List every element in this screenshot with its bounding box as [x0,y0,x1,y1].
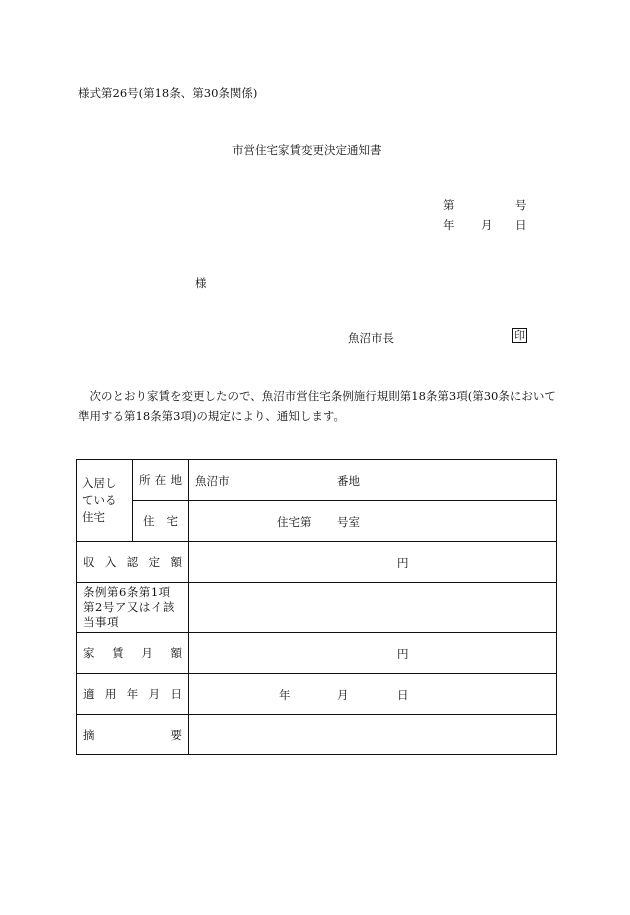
house-number-prefix: 住宅第 [277,515,312,529]
rent-value[interactable] [189,633,557,674]
remarks-value[interactable] [189,715,557,755]
location-banchi: 番地 [337,474,360,488]
location-value[interactable] [189,460,557,501]
date-day: 日 [515,218,527,232]
income-unit: 円 [397,556,409,570]
table-row [77,715,557,755]
addressee-honorific: 様 [195,276,207,290]
rent-unit: 円 [397,647,409,661]
income-label [77,542,189,583]
table-row [77,542,557,583]
table-row [77,501,557,542]
table-row [77,460,557,501]
info-table [76,459,557,755]
issuer-name: 魚沼市長 [348,331,394,345]
table-row [77,583,557,633]
document-title: 市営住宅家賃変更決定通知書 [232,143,382,157]
apply-month: 月 [337,688,349,702]
apply-date-label [77,674,189,715]
article-value[interactable] [189,583,557,633]
rent-label-text: 家 賃 月 額 [83,646,182,660]
location-label-text: 所 在 地 [139,473,182,487]
apply-year: 年 [279,688,291,702]
remarks-label-text: 摘 要 [83,727,182,742]
remarks-label [77,715,189,755]
house-room-suffix: 号室 [337,515,360,529]
house-label [133,501,189,542]
income-value[interactable] [189,542,557,583]
table-row [77,633,557,674]
location-label [133,460,189,501]
rent-label [77,633,189,674]
ref-number-suffix: 号 [515,198,527,212]
ref-number-prefix: 第 [443,198,455,212]
table-row [77,674,557,715]
apply-date-value[interactable] [189,674,557,715]
form-number-label: 様式第26号(第18条、第30条関係) [78,86,258,100]
location-city: 魚沼市 [195,474,230,488]
seal-stamp: 印 [514,329,525,342]
house-value[interactable] [189,501,557,542]
date-year: 年 [443,218,455,232]
notice-body: 次のとおり家賃を変更したので、魚沼市営住宅条例施行規則第18条第3項(第30条において準用する第18条第3項)の規定により、通知します。 [78,389,556,423]
house-label-text: 住 宅 [143,514,178,528]
date-month: 月 [481,218,493,232]
apply-date-label-text: 適 用 年 月 日 [83,687,182,701]
article-label: 条例第6条第1項第2号ア又はイ該当事項 [77,583,189,633]
apply-day: 日 [397,688,409,702]
residence-label: 入居している住宅 [77,460,133,542]
income-label-text: 収 入 認 定 額 [83,555,182,569]
